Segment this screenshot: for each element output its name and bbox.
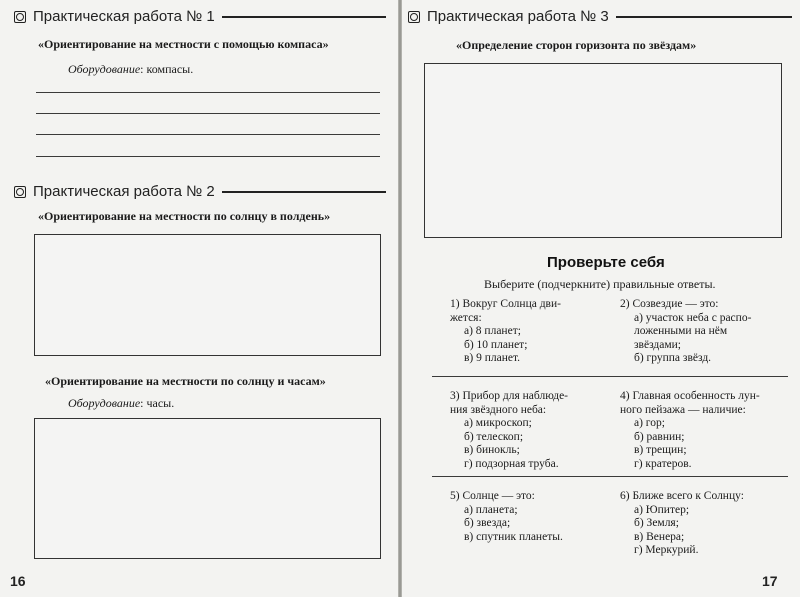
answer-box xyxy=(34,418,381,559)
question-text: 6) Ближе всего к Солнцу: xyxy=(620,490,744,502)
check-instruction: Выберите (подчеркните) правильные ответы. xyxy=(484,277,716,291)
answer-option[interactable]: а) микроскоп; xyxy=(464,417,532,430)
work1-heading xyxy=(14,8,386,25)
work2-heading xyxy=(14,183,386,200)
right-page xyxy=(402,0,800,597)
question-3 xyxy=(450,390,610,471)
work3-subtitle: «Определение сторон горизонта по звёздам» xyxy=(456,38,697,52)
question-2 xyxy=(620,298,792,366)
answer-option[interactable]: а) гор; xyxy=(634,417,665,430)
practical-work-icon xyxy=(408,11,420,23)
heading-rule xyxy=(222,191,386,193)
answer-line xyxy=(36,134,380,135)
question-text: 2) Созвездие — это: xyxy=(620,298,719,310)
question-1 xyxy=(450,298,610,366)
page-number: 16 xyxy=(10,573,26,589)
answer-option[interactable]: в) Венера; xyxy=(634,530,685,543)
question-5 xyxy=(450,490,610,544)
equipment-label: Оборудование xyxy=(68,396,141,410)
equipment-value: : компасы. xyxy=(140,62,194,76)
answer-option[interactable]: а) 8 планет; xyxy=(464,325,521,338)
answer-option[interactable]: в) спутник планеты. xyxy=(464,530,563,543)
question-4 xyxy=(620,390,792,471)
answer-option[interactable]: а) участок неба с распо- ложенными на нём звёздами; xyxy=(634,311,752,351)
work1-equipment xyxy=(68,62,193,77)
page-number: 17 xyxy=(762,573,778,589)
answer-option[interactable]: б) Земля; xyxy=(634,517,679,530)
answer-option[interactable]: б) звезда; xyxy=(464,517,511,530)
check-title: Проверьте себя xyxy=(547,254,665,271)
answer-option[interactable]: а) планета; xyxy=(464,503,518,516)
answer-line xyxy=(432,476,788,477)
work3-heading xyxy=(408,8,792,25)
practical-work-icon xyxy=(14,11,26,23)
answer-option[interactable]: в) бинокль; xyxy=(464,444,520,457)
answer-option[interactable]: г) Меркурий. xyxy=(634,544,699,557)
answer-option[interactable]: а) Юпитер; xyxy=(634,503,690,516)
question-text: 3) Прибор для наблюде- ния звёздного неба: xyxy=(450,390,568,416)
answer-option[interactable]: б) телескоп; xyxy=(464,430,524,443)
work2-subtitle-2: «Ориентирование на местности по солнцу и часам» xyxy=(45,374,326,388)
answer-box xyxy=(34,234,381,356)
work1-title: Практическая работа № 1 xyxy=(33,8,215,25)
answer-option[interactable]: б) 10 планет; xyxy=(464,338,528,351)
answer-option[interactable]: в) 9 планет. xyxy=(464,352,521,365)
work2-title: Практическая работа № 2 xyxy=(33,183,215,200)
answer-line xyxy=(36,113,380,114)
answer-option[interactable]: б) группа звёзд. xyxy=(634,352,712,365)
answer-box xyxy=(424,63,782,238)
work3-title: Практическая работа № 3 xyxy=(427,8,609,25)
answer-option[interactable]: б) равнин; xyxy=(634,430,685,443)
equipment-label: Оборудование xyxy=(68,62,141,76)
answer-option[interactable]: г) подзорная труба. xyxy=(464,457,559,470)
answer-line xyxy=(36,156,380,157)
question-6 xyxy=(620,490,792,558)
heading-rule xyxy=(222,16,386,18)
question-text: 5) Солнце — это: xyxy=(450,490,535,502)
practical-work-icon xyxy=(14,186,26,198)
work2-equipment xyxy=(68,396,174,411)
answer-line xyxy=(432,376,788,377)
work1-subtitle: «Ориентирование на местности с помощью компаса» xyxy=(38,37,329,51)
answer-line xyxy=(36,92,380,93)
left-page xyxy=(0,0,398,597)
question-text: 1) Вокруг Солнца дви- жется: xyxy=(450,298,561,324)
equipment-value: : часы. xyxy=(140,396,175,410)
heading-rule xyxy=(616,16,792,18)
question-text: 4) Главная особенность лун- ного пейзажа — наличие: xyxy=(620,390,760,416)
answer-option[interactable]: в) трещин; xyxy=(634,444,687,457)
answer-option[interactable]: г) кратеров. xyxy=(634,457,692,470)
work2-subtitle: «Ориентирование на местности по солнцу в полдень» xyxy=(38,209,331,223)
